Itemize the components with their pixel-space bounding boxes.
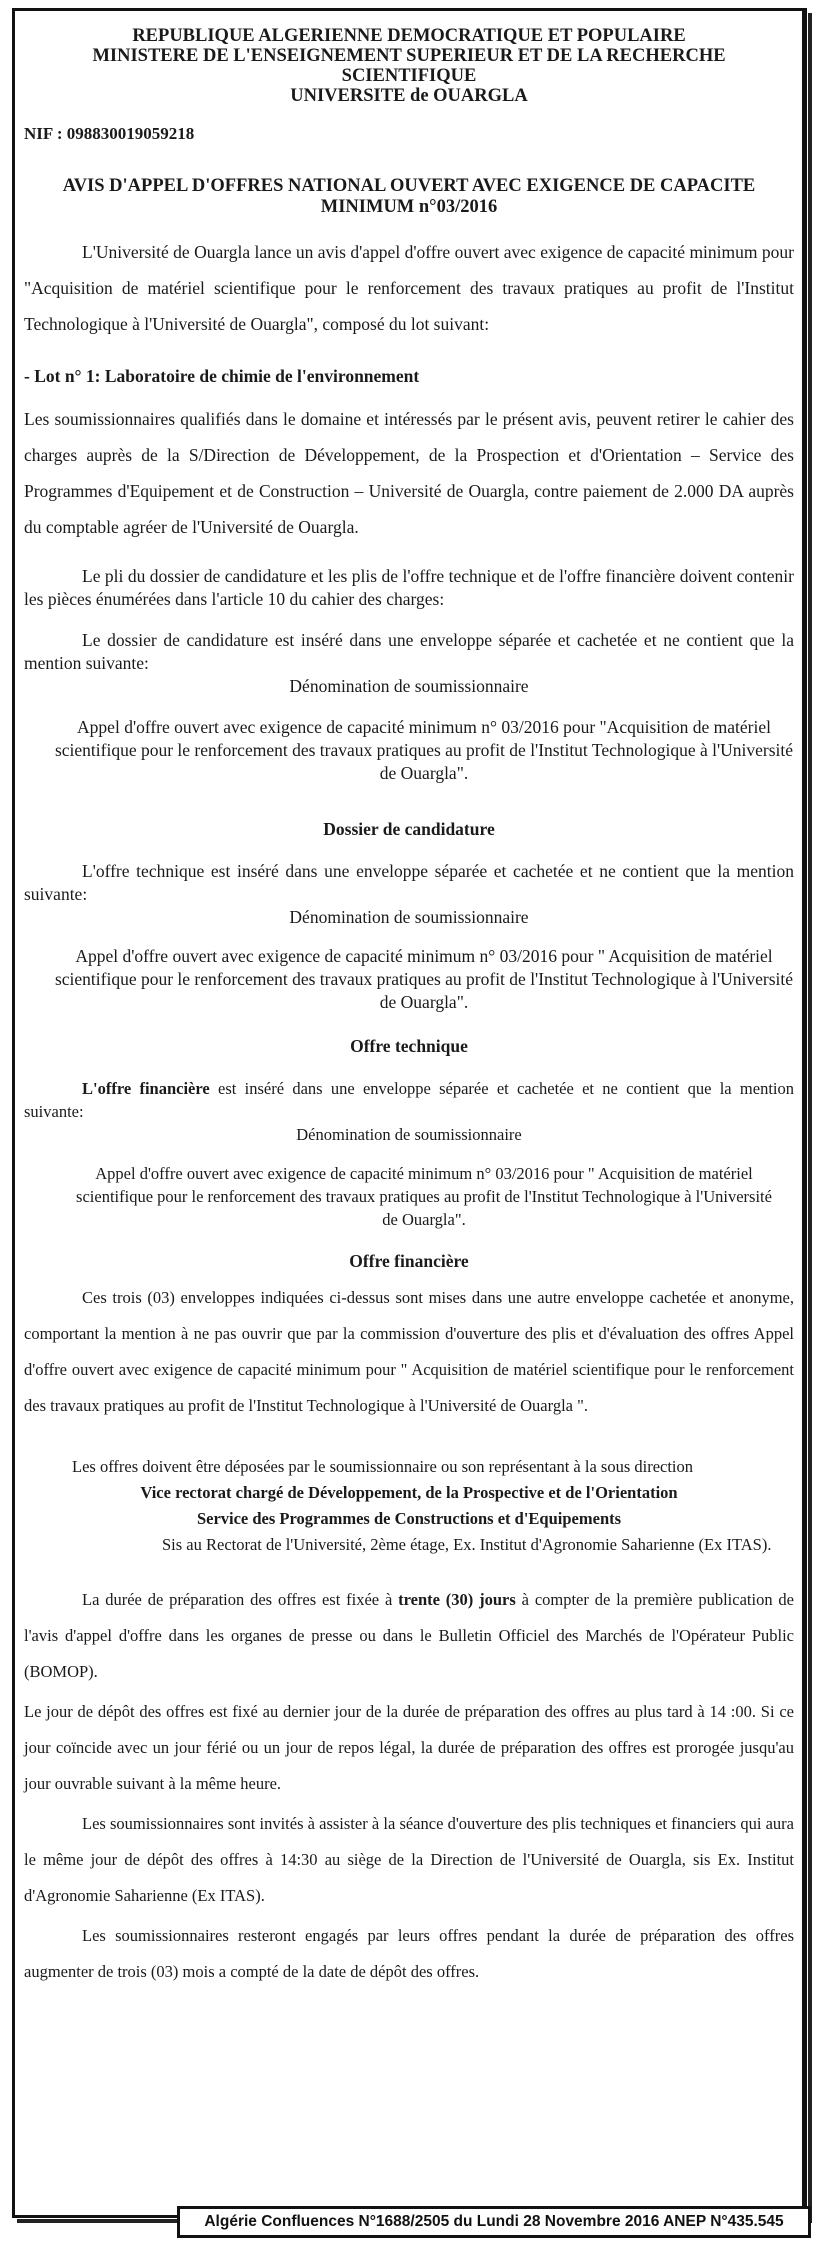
heading-offre-financiere: Offre financière: [349, 1251, 469, 1271]
document-body: [24, 26, 794, 1990]
engages-paragraph: Les soumissionnaires resteront engagés par leurs offres pendant la durée de préparation des offres augmenter de trois (03) mois a compté de la date de dépôt des offres.: [24, 1926, 794, 1981]
cahier-paragraph: Les soumissionnaires qualifiés dans le domaine et intéressés par le présent avis, peuvent retirer le cahier des charges auprès de la S/Direction de Développement, de la Prospection et d'Orientation – Service des Programmes d'Equipement et de Construction – Université de Ouargla, contre paiement de 2.000 DA auprès du comptable agréer de l'Université de Ouargla.: [24, 409, 794, 537]
header-line-scientific: SCIENTIFIQUE: [341, 66, 477, 86]
notice-title-line2: MINIMUM n°03/2016: [320, 197, 498, 217]
financiere-paragraph: [24, 1077, 794, 1123]
duree-start: La durée de préparation des offres est fixée à: [82, 1590, 399, 1609]
duree-bold: trente (30) jours: [398, 1590, 516, 1609]
lot-line: - Lot n° 1: Laboratoire de chimie de l'environnement: [24, 366, 420, 386]
heading-offre-technique: Offre technique: [350, 1036, 468, 1056]
technique-denomination: Dénomination de soumissionnaire: [289, 907, 529, 927]
header-line-ministry: MINISTERE DE L'ENSEIGNEMENT SUPERIEUR ET DE LA RECHERCHE: [92, 46, 726, 66]
depot-block: [24, 1454, 794, 1558]
duree-paragraph: [24, 1582, 794, 1690]
financiere-mention: Appel d'offre ouvert avec exigence de capacité minimum n° 03/2016 pour " Acquisition de matériel scientifique pour le renforcement des travaux pratiques au profit de l'Institut Technologique à l'Université de Ouargla".: [76, 1164, 772, 1229]
pli-paragraph: Le pli du dossier de candidature et les plis de l'offre technique et de l'offre financière doivent contenir les pièces énumérées dans l'article 10 du cahier des charges:: [24, 566, 794, 609]
trois-enveloppes-paragraph: Ces trois (03) enveloppes indiquées ci-dessus sont mises dans une autre enveloppe cachetée et anonyme, comportant la mention à ne pas ouvrir que par la commission d'ouverture des plis et d'évaluation des offres Appel d'offre ouvert avec exigence de capacité minimum pour " Acquisition de matériel scientifique pour le renforcement des travaux pratiques au profit de l'Institut Technologique à l'Université de Ouargla ".: [24, 1288, 794, 1415]
notice-title: [24, 176, 794, 218]
candidature-denomination: Dénomination de soumissionnaire: [289, 676, 529, 696]
header-block: [24, 26, 794, 106]
duree-end: à compter de la première publication de l'avis d'appel d'offre dans les organes de presse ou dans le Bulletin Officiel des Marchés de l'Opérateur Public (BOMOP).: [24, 1590, 794, 1681]
financiere-denomination: Dénomination de soumissionnaire: [296, 1125, 522, 1144]
financiere-text: est inséré dans une enveloppe séparée et cachetée et ne contient que la mention suivante:: [24, 1079, 794, 1121]
nif-number: NIF : 098830019059218: [24, 124, 195, 143]
header-line-republic: REPUBLIQUE ALGERIENNE DEMOCRATIQUE ET POPULAIRE: [132, 26, 686, 46]
jour-depot-paragraph: Le jour de dépôt des offres est fixé au dernier jour de la durée de préparation des offres au plus tard à 14 :00. Si ce jour coïncide avec un jour férié ou un jour de repos légal, la durée de préparation des offres est prorogée jusqu'au jour ouvrable suivant à la même heure.: [24, 1702, 794, 1793]
seance-paragraph: Les soumissionnaires sont invités à assister à la séance d'ouverture des plis techniques et financiers qui aura le même jour de dépôt des offres à 14:30 au siège de la Direction de l'Université de Ouargla, sis Ex. Institut d'Agronomie Saharienne (Ex ITAS).: [24, 1814, 794, 1905]
depot-line1: Les offres doivent être déposées par le soumissionnaire ou son représentant à la sous direction: [72, 1457, 694, 1476]
depot-line4: Sis au Rectorat de l'Université, 2ème étage, Ex. Institut d'Agronomie Saharienne (Ex ITAS).: [162, 1535, 772, 1554]
financiere-bold-start: L'offre financière: [82, 1079, 210, 1098]
heading-dossier-candidature: Dossier de candidature: [323, 819, 495, 839]
depot-line3: Service des Programmes de Constructions et d'Equipements: [196, 1509, 622, 1528]
technique-paragraph: L'offre technique est inséré dans une enveloppe séparée et cachetée et ne contient que la mention suivante:: [24, 861, 794, 904]
candidature-mention: Appel d'offre ouvert avec exigence de capacité minimum n° 03/2016 pour "Acquisition de matériel scientifique pour le renforcement des travaux pratiques au profit de l'Institut Technologique à l'Université de Ouargla".: [54, 717, 794, 783]
publication-footer: Algérie Confluences N°1688/2505 du Lundi 28 Novembre 2016 ANEP N°435.545: [177, 2206, 811, 2238]
notice-title-line1: AVIS D'APPEL D'OFFRES NATIONAL OUVERT AVEC EXIGENCE DE CAPACITE: [62, 176, 756, 196]
header-line-university: UNIVERSITE de OUARGLA: [290, 86, 528, 106]
technique-mention: Appel d'offre ouvert avec exigence de capacité minimum n° 03/2016 pour " Acquisition de matériel scientifique pour le renforcement des travaux pratiques au profit de l'Institut Technologique à l'Université de Ouargla".: [54, 946, 794, 1012]
intro-paragraph: L'Université de Ouargla lance un avis d'appel d'offre ouvert avec exigence de capacité minimum pour "Acquisition de matériel scientifique pour le renforcement des travaux pratiques au profit de l'Institut Technologique à l'Université de Ouargla", composé du lot suivant:: [24, 242, 794, 334]
candidature-paragraph: Le dossier de candidature est inséré dans une enveloppe séparée et cachetée et ne contient que la mention suivante:: [24, 630, 794, 673]
depot-line2: Vice rectorat chargé de Développement, de la Prospective et de l'Orientation: [140, 1483, 678, 1502]
